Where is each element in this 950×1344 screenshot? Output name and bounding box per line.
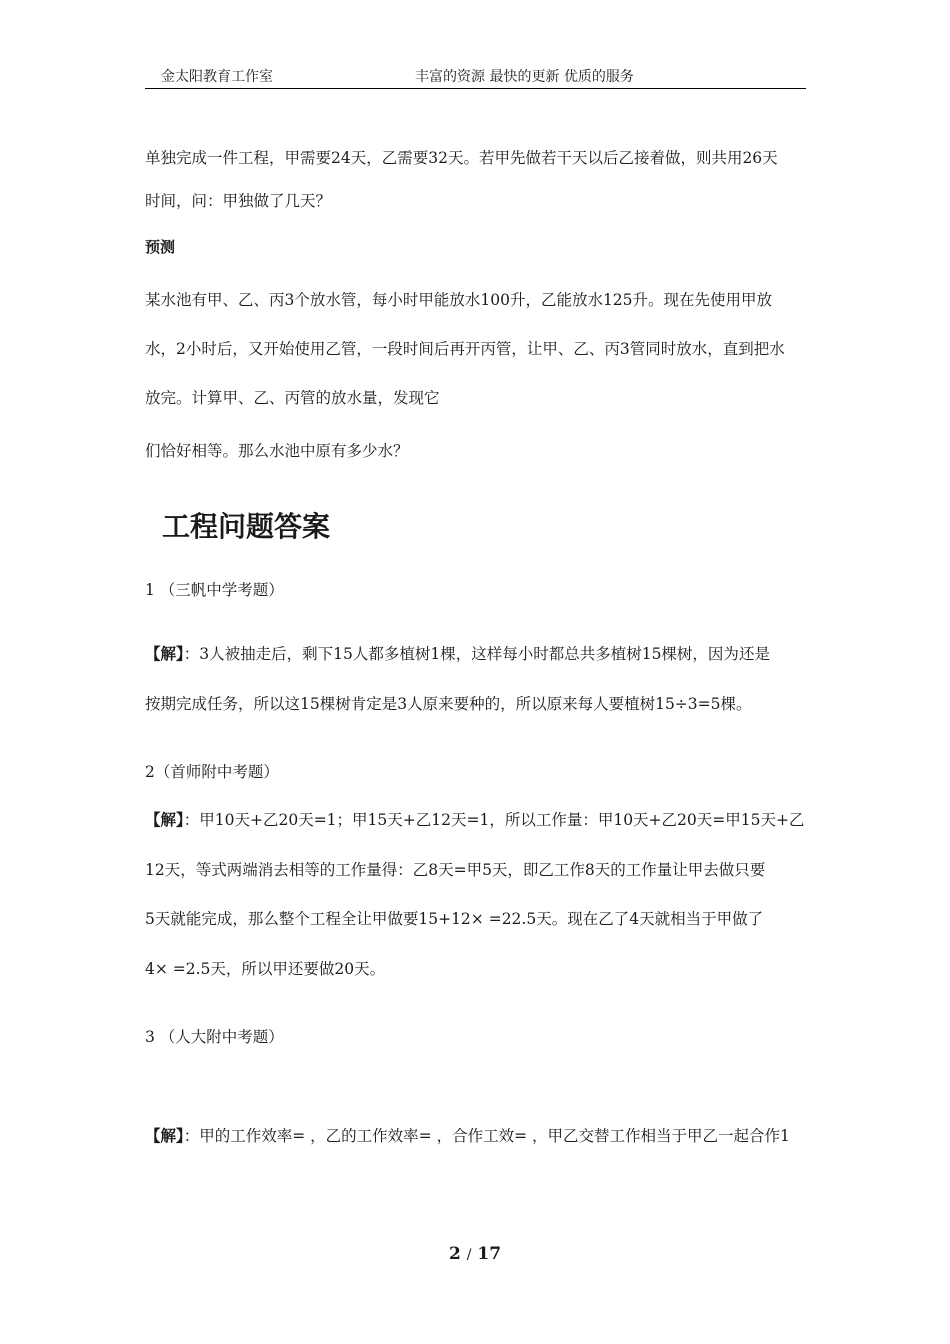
page-total: 17 (477, 1244, 502, 1264)
page-number (0, 1244, 950, 1264)
question-title: 1 （三帆中学考题） (145, 581, 284, 599)
answer-line (145, 1124, 790, 1146)
answer-tag: 【解】 (145, 1126, 184, 1145)
header-right-text: 丰富的资源 最快的更新 优质的服务 (415, 69, 634, 85)
answer-line: 按期完成任务，所以这15棵树肯定是3人原来要种的，所以原来每人要植树15÷3=5棵。 (145, 695, 752, 713)
header-left-text: 金太阳教育工作室 (161, 69, 273, 85)
answers-title: 工程问题答案 (162, 510, 331, 543)
answer-line (145, 808, 804, 830)
answer-line: 4× =2.5天，所以甲还要做20天。 (145, 960, 386, 978)
answer-tag: 【解】 (145, 644, 184, 663)
forecast-heading: 预测 (145, 238, 176, 256)
page-header (145, 66, 806, 89)
problem-line: 时间，问：甲独做了几天？ (145, 192, 332, 210)
answer-text: ：甲10天+乙20天=1；甲15天+乙12天=1，所以工作量：甲10天+乙20天=甲15天+乙 (183, 811, 805, 829)
answer-tag: 【解】 (145, 810, 184, 829)
answer-line: 5天就能完成，那么整个工程全让甲做要15+12× =22.5天。现在乙了4天就相当于甲做了 (145, 910, 764, 928)
question-title: 3 （人大附中考题） (145, 1028, 284, 1046)
page-separator: / (466, 1247, 472, 1263)
problem-line: 单独完成一件工程，甲需要24天，乙需要32天。若甲先做若干天以后乙接着做，则共用26天 (145, 149, 778, 167)
page-current: 2 (448, 1244, 461, 1264)
answer-line: 12天，等式两端消去相等的工作量得：乙8天=甲5天，即乙工作8天的工作量让甲去做只要 (145, 861, 766, 879)
forecast-line: 放完。计算甲、乙、丙管的放水量，发现它 (145, 389, 440, 407)
forecast-line: 某水池有甲、乙、丙3个放水管，每小时甲能放水100升，乙能放水125升。现在先使用甲放 (145, 291, 773, 309)
question-title: 2（首师附中考题） (145, 763, 279, 781)
forecast-line: 们恰好相等。那么水池中原有多少水？ (145, 442, 409, 460)
forecast-line: 水，2小时后，又开始使用乙管，一段时间后再开丙管，让甲、乙、丙3管同时放水，直到把水 (145, 340, 785, 358)
answer-text: ：甲的工作效率= ，乙的工作效率= ，合作工效= ，甲乙交替工作相当于甲乙一起合作1 (183, 1127, 790, 1145)
answer-line (145, 642, 770, 664)
answer-text: ：3人被抽走后，剩下15人都多植树1棵，这样每小时都总共多植树15棵树，因为还是 (183, 645, 770, 663)
